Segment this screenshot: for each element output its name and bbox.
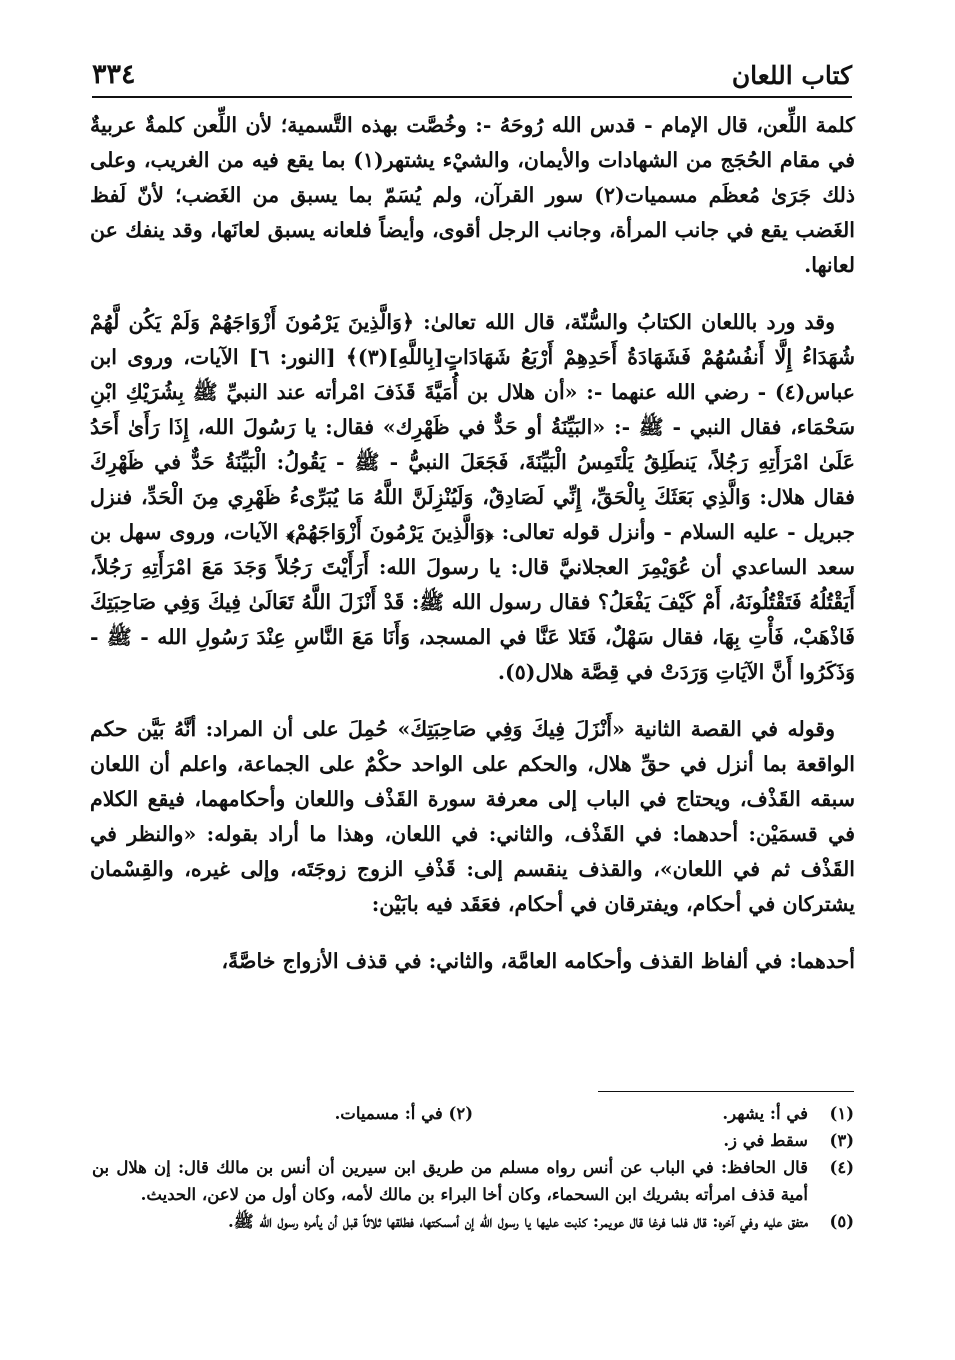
main-text bbox=[90, 108, 855, 1001]
footnote-text: متفق عليه وفي آخره: قال فلما فرغا قال عويمر: كذبت عليها يا رسول الله إن أمسكتها، فطلقها ثلاثاً قبل أن يأمره رسول الله ﷺ. bbox=[228, 1212, 808, 1231]
chapter-title: كتاب اللعان bbox=[731, 61, 852, 90]
footnote-5 bbox=[92, 1208, 854, 1235]
paragraph-2: وقد ورد باللعان الكتابُ والسُّنّة، قال الله تعالىٰ: ﴿وَالَّذِينَ يَرْمُونَ أَزْوَاجَهُمْ وَلَمْ يَكُن لَّهُمْ شُهَدَاءُ إِلَّا أَنفُسُهُمْ فَشَهَادَةُ أَحَدِهِمْ أَرْبَعُ شَهَادَاتٍ[بِاللَّهِ](٣)﴾ [النور: ٦] الآيات، وروى ابن عباس(٤) - رضي الله عنهما -: «أن هلال بن أُمَيَّةَ قَذَفَ امْرأته عند النبيِّ ﷺ بِشُرَيْكِ ابْنِ سَحْمَاء، فقال النبي - ﷺ -: «البَيِّنَةُ أو حَدٌّ في ظَهْرِك» فقال: يا رَسُولَ الله، إِذَا رَأَىٰ أَحَدُ عَلَىٰ امْرَأَتِهِ رَجُلاً، يَنطَلِقُ يَلْتَمِسُ الْبَيِّنَةَ، فَجَعَلَ النبيُّ - ﷺ - يَقُولُ: الْبَيِّنَةُ حَدٌّ في ظَهْرِكَ فقال هلال: وَالَّذِي بَعَثَكَ بِالْحَقِّ، إِنِّي لَصَادِقٌ، وَلَيُنْزِلَنَّ اللَّهُ مَا يُبَرِّىءُ ظَهْرِي مِنَ الْحَدِّ، فنزل جبريل - عليه السلام - وأنزل قوله تعالى: ﴿وَالَّذِينَ يَرْمُونَ أَزْوَاجَهُمْ﴾ الآيات، وروى سهل بن سعد الساعدي أن عُوَيْمِرَ العجلانيَّ قال: يا رسولَ الله: أَرَأَيْتَ رَجُلاً وَجَدَ مَعَ امْرَأَتِهِ رَجُلاً، أَيَقْتُلُهُ فَتَقْتُلُونَهُ، أَمْ كَيْفَ يَفْعَلُ؟ فقال رسول الله ﷺ: قَدْ أَنْزَلَ اللَّهُ تَعَالَىٰ فِيكَ وَفِي صَاحِبَتِكَ فَاذْهَبْ، فَأْتِ بِهَا، فقال سَهْلٌ، فَتَلا عَنَّا في المسجد، وَأَنَا مَعَ النَّاسِ عِنْدَ رَسُولِ الله - ﷺ - وَذَكَرُوا أَنَّ الآيَاتِ وَرَدَتْ في قِصَّة هلال(٥). bbox=[90, 310, 855, 684]
paragraph-1: كلمة اللِّعن، قال الإمام - قدس الله رُوحَهُ -: وخُصَّت بهذه التَّسمية؛ لأن اللِّعن كلمةٌ عربيةٌ في مقام الحُجَج من الشهادات والأيمان، والشيْء يشتهر(١) بما يقع فيه من الغريب، وعلى ذلك جَرَىٰ مُعظَم مسميات(٢) سور القرآن، ولم يُسَمّ بما يسبق من الغَضب؛ لأنّ لَفظ الغَضب يقع في جانب المرأة، وجانب الرجل أقوى، وأيضاً فلعانه يسبق لعانَها، وقد ينفك عن لعانها. bbox=[90, 113, 855, 277]
page-header bbox=[92, 40, 852, 98]
footnote-3 bbox=[92, 1127, 854, 1154]
footnotes bbox=[92, 1100, 854, 1235]
paragraph-4: أحدهما: في ألفاظ القذف وأحكامه العامَّة، والثاني: في قذف الأزواج خاصَّةً، bbox=[221, 949, 855, 973]
footnote-4 bbox=[92, 1154, 854, 1208]
footnote-1 bbox=[473, 1100, 854, 1127]
paragraph-3: وقوله في القصة الثانية «أَنْزَلَ فِيكَ وَفِي صَاحِبَتِكَ» حُمِلَ على أن المراد: أنَّهُ بَيَّن حكم الواقعة بما أنزل في حقِّ هلال، والحكم على الواحد حكْمٌ على الجماعة، واعلم أن اللعان سبقه القَذْف، ويحتاج في الباب إلى معرفة سورة القَذْف واللعان وأحكامهما، فيقع الكلام في قسمَيْن: أحدهما: في القَذْف، والثاني: في اللعان، وهذا ما أراد بقوله: «والنظر في القَذْف ثم في اللعان»، والقذف ينقسم إلى: قَذْفِ الزوج زوجَتَه، وإلى غيره، والقِسْمان يشتركان في أحكام، ويفترقان في أحكام، فعَقَد فيه بابَيْن: bbox=[90, 717, 855, 916]
footnote-separator bbox=[598, 1091, 854, 1092]
footnote-text: في أ: يشهر. bbox=[722, 1104, 808, 1123]
page-number: ٣٣٤ bbox=[92, 59, 136, 90]
footnote-row-1 bbox=[92, 1100, 854, 1127]
footnote-number: (١) bbox=[829, 1104, 854, 1123]
footnote-text: قال الحافظ: في الباب عن أنس رواه مسلم من طريق ابن سيرين أن أنس بن مالك قال: إن هلال بن أمية قذف امرأته بشريك ابن السحماء، وكان أخا البراء بن مالك لأمه، وكان أول من لاعن، الحديث. bbox=[92, 1158, 808, 1204]
footnote-number: (٤) bbox=[829, 1158, 854, 1177]
footnote-2 bbox=[92, 1100, 473, 1127]
footnote-number: (٣) bbox=[829, 1131, 854, 1150]
footnote-number: (٥) bbox=[829, 1212, 854, 1231]
footnote-text: (٢) في أ: مسميات. bbox=[334, 1104, 473, 1123]
footnote-text: سقط في ز. bbox=[723, 1131, 808, 1150]
